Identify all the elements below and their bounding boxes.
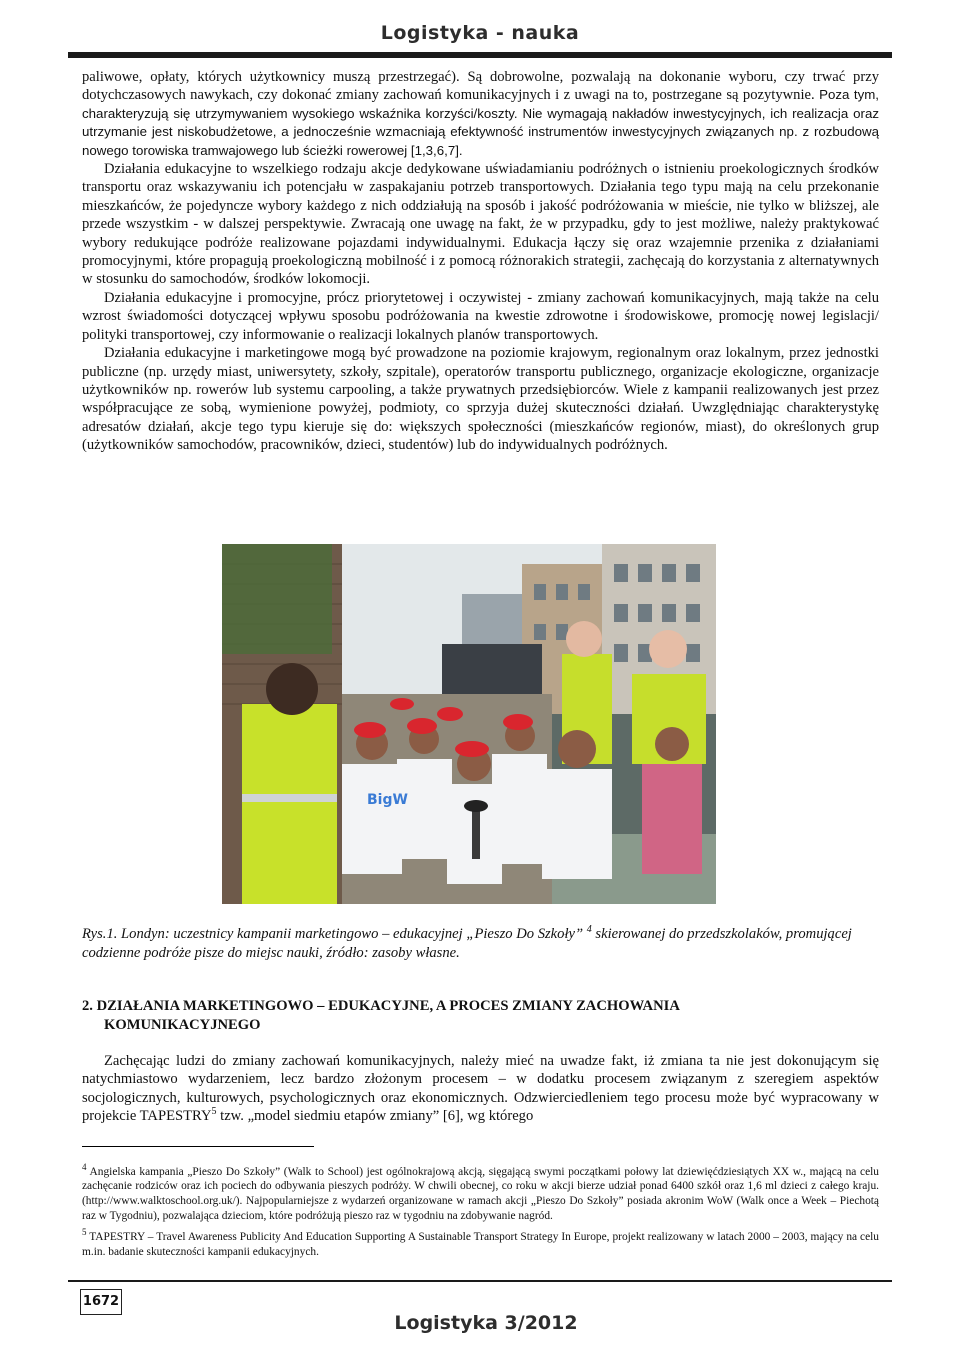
body-text-top <box>82 68 879 455</box>
footnotes <box>82 1160 879 1261</box>
section-paragraph-1 <box>82 1052 879 1126</box>
paragraph-1-part-b: Poza tym, charakteryzują się utrzymywaniem wysokiego wskaźnika korzyści/koszty. Nie wymagają nakładów inwestycyjnych, ich realizacja oraz utrzymanie jest niskobudżetowe, a jednocześnie wzmacniają efektywność instrumentów inwestycyjnych związanych np. z rozbudową nowego torowiska tramwajowego lub ścieżki rowerowej [1,3,6,7]. <box>82 87 879 158</box>
footnote-4-number: 4 <box>82 1162 87 1172</box>
figure-caption-part-b: skierowanej do przedszkolaków, promującej codzienne podróże pisze do miejsc nauki, źródło: zasoby własne. <box>82 925 852 961</box>
figure-caption-footnote-ref: 4 <box>586 924 592 935</box>
footnote-rule <box>82 1146 314 1147</box>
section-heading <box>82 997 879 1035</box>
running-header-title: Logistyka - nauka <box>380 22 580 44</box>
page-number: 1672 <box>80 1289 122 1315</box>
footnote-4-text: Angielska kampania „Pieszo Do Szkoły” (Walk to School) jest ogólnokrajową akcją, sięgającą swymi początkami połowy lat dziewięćdziesiątych XX w., mającą na celu zachęcanie rodziców oraz ich pociech do odbywania pieszych podróży. W chwili obecnej, co roku w akcji bierze udział ponad 6400 szkół oraz 1,6 ml dzieci z całego kraju. (http://www.walktoschool.org.uk/). Najpopularniejsze z wydarzeń organizowane w ramach akcji „Pieszo Do Szkoły” posiada akronim WoW (Walk once a Week – Piechotą raz w Tygodniu), pozwalająca dzieciom, które podróżują pieszo raz w tygodniu na zdobywanie nagród. <box>82 1165 879 1222</box>
campaign-photo <box>222 544 716 904</box>
journal-footer-title: Logistyka 3/2012 <box>394 1312 578 1334</box>
section-paragraph-1-part-b: tzw. „model siedmiu etapów zmiany” [6], wg którego <box>216 1108 534 1125</box>
header-rule <box>68 52 892 58</box>
paragraph-3: Działania edukacyjne i promocyjne, prócz priorytetowej i oczywistej - zmiany zachowań komunikacyjnych, mają także na celu wzrost świadomości dotyczącej wpływu sposobu podróżowania na kwestie zdrowotne i środowiskowe, promocję nowej legislacji/ polityki transportowej, czy informowanie o realizacji lokalnych planów transportowych. <box>82 289 879 343</box>
paragraph-2: Działania edukacyjne to wszelkiego rodzaju akcje dedykowane uświadamianiu podróżnych o istnieniu proekologicznych środków transportu oraz wskazywaniu ich potencjału w zaspakajaniu potrzeb transportowych. Działania tego typu mają na celu przekonanie mieszkańców, że pojedyncze wybory każdego z nich oddziałują na sposób i jakość podróżowania w mieście, nie tylko w bliższej, ale przede wszystkim - w dalszej perspektywie. Zwracają one uwagę na fakt, że w przypadku, gdy to jest możliwe, należy praktykować wybory redukujące podróże realizowane pojazdami indywidualnymi. Edukacja łączy się oraz wzajemnie przenika z działaniami promocyjnymi, które propagują proekologiczną mobilność i z pomocą różnorakich strategii, zachęcają do korzystania z alternatywnych w stosunku do samochodów, środków lokomocji. <box>82 161 879 288</box>
footnote-5-number: 5 <box>82 1227 87 1238</box>
body-text-section <box>82 1052 879 1126</box>
footer-rule <box>68 1280 892 1282</box>
footnote-4 <box>82 1160 879 1223</box>
paragraph-4: Działania edukacyjne i marketingowe mogą być prowadzone na poziomie krajowym, regionalnym oraz lokalnym, przez jednostki publiczne (np. urzędy miast, uniwersytety, szkoły, szpitale), operatorów transportu publicznego, organizacje ekologiczne, organizacje użytkowników np. rowerów lub systemu carpooling, a także prywatnych przedsiębiorców. Wiele z kampanii realizowanych jest przez współpracujące ze sobą, wymienione powyżej, podmioty, co sprzyja dużej skuteczności działań. Uwzględniając charakterystykę adresatów działań, akcje tego typu kieruje się do: większych społeczności (mieszkańców regionów, miast), do określonych grup (użytkowników samochodów, pracowników, dzieci, studentów) lub do indywidualnych podróżnych. <box>82 345 879 454</box>
footnote-ref-5: 5 <box>211 1106 217 1118</box>
paragraph-1-part-a: paliwowe, opłaty, których użytkownicy muszą przestrzegać). Są dobrowolne, pozwalają na dokonanie wyboru, czy trwać przy dotychczasowych nawykach, czy dokonać zmiany zachowań komunikacyjnych i z uwagi na to, postrzegane są pozytywnie. <box>82 69 879 104</box>
figure-caption <box>82 920 879 963</box>
shirt-logo-text: BigW <box>367 792 408 808</box>
section-heading-line-2: KOMUNIKACYJNEGO <box>104 1017 261 1033</box>
section-paragraph-1-part-a: Zachęcając ludzi do zmiany zachowań komunikacyjnych, należy mieć na uwadze fakt, iż zmiana ta nie jest dokonującym się natychmiastowo wydarzeniem, lecz bardzo złożonym procesem – w dodatku procesem związanym z szeregiem aspektów socjologicznych, kulturowych, psychologicznych oraz ekonomicznych. Odzwierciedleniem tego procesu może być wypracowany w projekcie TAPESTRY <box>82 1053 879 1125</box>
paragraph-1 <box>82 68 879 160</box>
footnote-5-text: TAPESTRY – Travel Awareness Publicity And Education Supporting A Sustainable Transport Strategy In Europe, projekt realizowany w latach 2000 – 2003, mający na celu m.in. badanie skuteczności kampanii edukacyjnych. <box>82 1230 879 1258</box>
figure-caption-part-a: Rys.1. Londyn: uczestnicy kampanii marketingowo – edukacyjnej „Pieszo Do Szkoły” <box>82 925 584 942</box>
footnote-5 <box>82 1225 879 1259</box>
campaign-photo-illustration <box>222 544 716 904</box>
section-heading-line-1: 2. DZIAŁANIA MARKETINGOWO – EDUKACYJNE, A PROCES ZMIANY ZACHOWANIA <box>82 998 680 1014</box>
